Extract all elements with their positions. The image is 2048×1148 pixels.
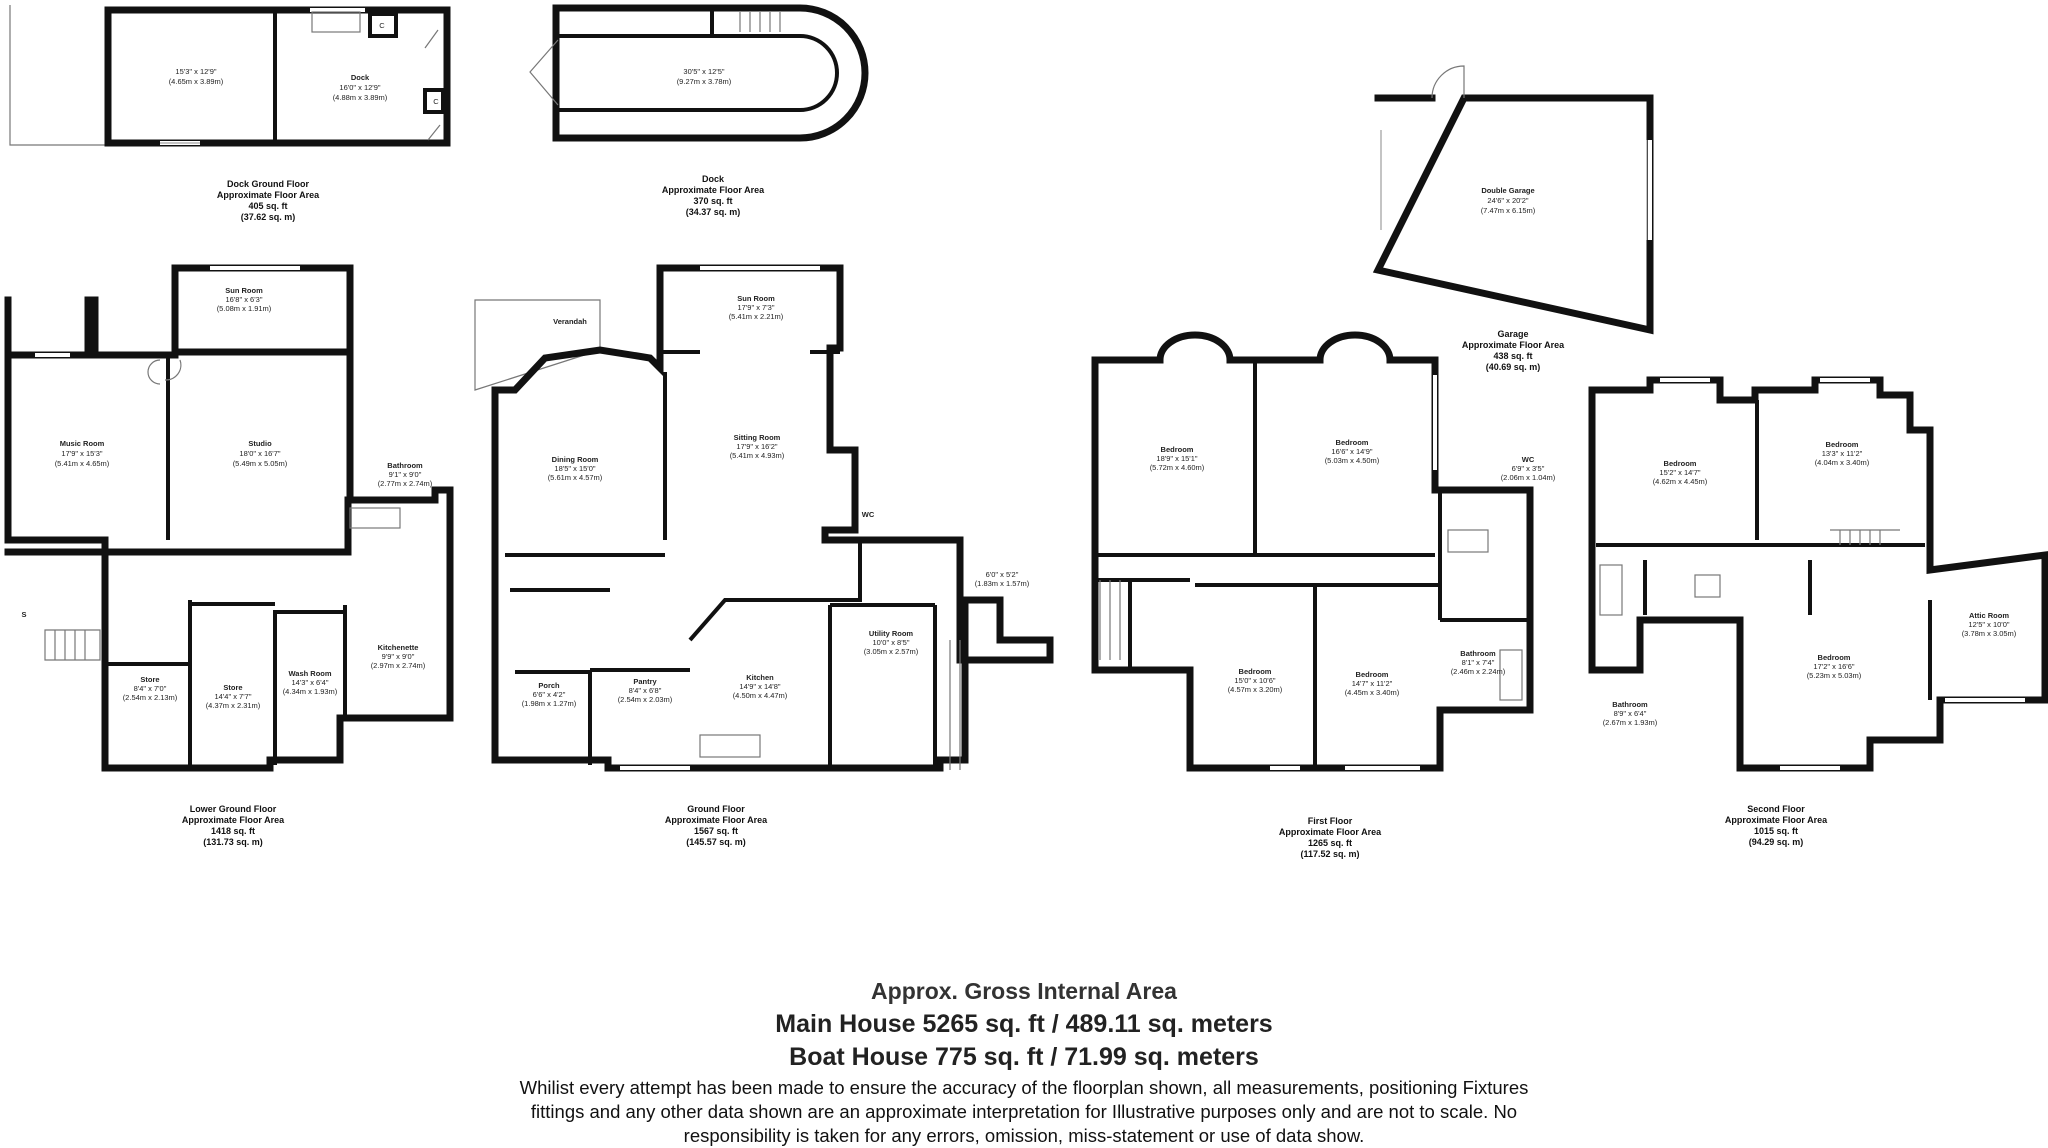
room-s-bedroom-1-dims: 15'2" x 14'7": [1659, 468, 1701, 477]
room-s-bedroom-2-dims: 13'3" x 11'2": [1821, 449, 1863, 458]
second-subtitle: Approximate Floor Area: [1724, 815, 1828, 825]
summary-title: Approx. Gross Internal Area: [871, 978, 1177, 1004]
room-kitchenette-metric: (2.97m x 2.74m): [370, 661, 426, 670]
room-store-1-dims: 8'4" x 7'0": [133, 684, 167, 693]
room-dock-metric: (4.88m x 3.89m): [332, 93, 388, 102]
room-lg-sun-room-name: Sun Room: [225, 286, 263, 295]
room-attic-room-name: Attic Room: [1969, 611, 2009, 620]
room-studio-name: Studio: [248, 439, 272, 448]
ground-sqft: 1567 sq. ft: [693, 826, 739, 836]
room-attic-room-dims: 12'5" x 10'0": [1968, 620, 2010, 629]
room-dining-room-name: Dining Room: [551, 455, 599, 464]
verandah-label: Verandah: [553, 317, 587, 326]
room-sitting-room-metric: (5.41m x 4.93m): [729, 451, 785, 460]
room-sitting-room-dims: 17'9" x 16'2": [736, 442, 778, 451]
room-dining-room-dims: 18'5" x 15'0": [554, 464, 596, 473]
room-porch-dims: 6'6" x 4'2": [532, 690, 566, 699]
dock-ground-title: Dock Ground Floor: [227, 179, 309, 189]
room-f-bedroom-3-name: Bedroom: [1238, 667, 1272, 676]
room-dining-room-metric: (5.61m x 4.57m): [547, 473, 603, 482]
cupboard-label-1: C: [379, 21, 385, 30]
dock-title: Dock: [701, 174, 725, 184]
room-f-bedroom-4-metric: (4.45m x 3.40m): [1344, 688, 1400, 697]
room-dock-dims: 16'0" x 12'9": [339, 83, 381, 92]
dock-subtitle: Approximate Floor Area: [661, 185, 765, 195]
room-wash-room-metric: (4.34m x 1.93m): [282, 687, 338, 696]
room-studio-dims: 18'0" x 16'7": [239, 449, 281, 458]
dock-sqm: (34.37 sq. m): [685, 207, 741, 217]
room-ground-annex-metric: (1.83m x 1.57m): [974, 579, 1030, 588]
room-s-bedroom-2-metric: (4.04m x 3.40m): [1814, 458, 1870, 467]
room-lg-bathroom-dims: 9'1" x 9'0": [388, 470, 422, 479]
lower-ground-title: Lower Ground Floor: [189, 804, 277, 814]
room-wash-room-dims: 14'3" x 6'4": [291, 678, 329, 687]
room-pantry-name: Pantry: [633, 677, 657, 686]
room-porch-metric: (1.98m x 1.27m): [521, 699, 577, 708]
room-dock-ground-store-metric: (4.65m x 3.89m): [168, 77, 224, 86]
room-pantry-dims: 8'4" x 6'8": [628, 686, 662, 695]
room-music-room-dims: 17'9" x 15'3": [61, 449, 103, 458]
room-pantry-metric: (2.54m x 2.03m): [617, 695, 673, 704]
lower-ground-sqft: 1418 sq. ft: [210, 826, 256, 836]
room-kitchen-name: Kitchen: [746, 673, 774, 682]
room-utility-room-metric: (3.05m x 2.57m): [863, 647, 919, 656]
second-sqft: 1015 sq. ft: [1753, 826, 1799, 836]
summary-main-house: Main House 5265 sq. ft / 489.11 sq. meters: [775, 1010, 1273, 1038]
room-store-2-dims: 14'4" x 7'7": [214, 692, 252, 701]
room-sitting-room-name: Sitting Room: [733, 433, 781, 442]
room-f-bedroom-3-metric: (4.57m x 3.20m): [1227, 685, 1283, 694]
area-summary: [0, 975, 2048, 1148]
garage-sqm: (40.69 sq. m): [1485, 362, 1541, 372]
room-f-bedroom-2-metric: (5.03m x 4.50m): [1324, 456, 1380, 465]
room-double-garage-dims: 24'6" x 20'2": [1487, 196, 1529, 205]
room-f-bedroom-2-name: Bedroom: [1335, 438, 1369, 447]
lower-ground-sqm: (131.73 sq. m): [203, 837, 263, 847]
room-f-bedroom-4-name: Bedroom: [1355, 670, 1389, 679]
room-attic-room-metric: (3.78m x 3.05m): [1961, 629, 2017, 638]
room-porch-name: Porch: [538, 681, 560, 690]
room-f-bedroom-2-dims: 16'6" x 14'9": [1331, 447, 1373, 456]
room-kitchen-dims: 14'9" x 14'8": [739, 682, 781, 691]
room-g-sun-room-dims: 17'9" x 7'3": [737, 303, 775, 312]
room-store-1-name: Store: [140, 675, 160, 684]
room-lg-sun-room-metric: (5.08m x 1.91m): [216, 304, 272, 313]
second-sqm: (94.29 sq. m): [1748, 837, 1804, 847]
room-s-bathroom-dims: 8'9" x 6'4": [1613, 709, 1647, 718]
room-f-bedroom-1-metric: (5.72m x 4.60m): [1149, 463, 1205, 472]
floor-area-captions: [182, 174, 1828, 859]
first-sqm: (117.52 sq. m): [1300, 849, 1360, 859]
room-boat-dock-metric: (9.27m x 3.78m): [676, 77, 732, 86]
room-s-bathroom-name: Bathroom: [1612, 700, 1648, 709]
ground-subtitle: Approximate Floor Area: [664, 815, 768, 825]
lower-ground-subtitle: Approximate Floor Area: [181, 815, 285, 825]
garage-title: Garage: [1497, 329, 1529, 339]
room-f-bathroom-name: Bathroom: [1460, 649, 1496, 658]
room-utility-room-dims: 10'0" x 8'5": [872, 638, 910, 647]
second-title: Second Floor: [1747, 804, 1805, 814]
room-store-1-metric: (2.54m x 2.13m): [122, 693, 178, 702]
dock-ground-sqm: (37.62 sq. m): [240, 212, 296, 222]
room-double-garage-name: Double Garage: [1481, 186, 1535, 195]
disclaimer-text: Whilist every attempt has been made to ensure the accuracy of the floorplan shown, all measurements, positioning Fixtures fittings and any other data shown are an approximate interpretation for Illustrative purposes only and are not to scale. No responsibility is taken for any errors, omission, miss-statement or use of data show.: [519, 1077, 1529, 1146]
room-store-2-metric: (4.37m x 2.31m): [205, 701, 261, 710]
room-f-bedroom-3-dims: 15'0" x 10'6": [1234, 676, 1276, 685]
room-lg-sun-room-dims: 16'8" x 6'3": [225, 295, 263, 304]
room-g-sun-room-metric: (5.41m x 2.21m): [728, 312, 784, 321]
room-s-bathroom-metric: (2.67m x 1.93m): [1602, 718, 1658, 727]
room-lg-bathroom-name: Bathroom: [387, 461, 423, 470]
room-store-2-name: Store: [223, 683, 243, 692]
room-s-bedroom-2-name: Bedroom: [1825, 440, 1859, 449]
room-f-wc-metric: (2.06m x 1.04m): [1500, 473, 1556, 482]
room-f-bathroom-metric: (2.46m x 2.24m): [1450, 667, 1506, 676]
room-f-bedroom-4-dims: 14'7" x 11'2": [1351, 679, 1393, 688]
room-kitchen-metric: (4.50m x 4.47m): [732, 691, 788, 700]
ground-title: Ground Floor: [687, 804, 745, 814]
room-g-sun-room-name: Sun Room: [737, 294, 775, 303]
room-s-bedroom-1-name: Bedroom: [1663, 459, 1697, 468]
room-s-bedroom-3-dims: 17'2" x 16'6": [1813, 662, 1855, 671]
cupboard-label-2: C: [433, 97, 439, 106]
ground-sqm: (145.57 sq. m): [686, 837, 746, 847]
room-music-room-metric: (5.41m x 4.65m): [54, 459, 110, 468]
room-s-bedroom-3-metric: (5.23m x 5.03m): [1806, 671, 1862, 680]
room-s-bedroom-1-metric: (4.62m x 4.45m): [1652, 477, 1708, 486]
room-wash-room-name: Wash Room: [288, 669, 332, 678]
first-subtitle: Approximate Floor Area: [1278, 827, 1382, 837]
garage-sqft: 438 sq. ft: [1493, 351, 1533, 361]
store-s-label: S: [21, 610, 27, 619]
room-f-wc-dims: 6'9" x 3'5": [1511, 464, 1545, 473]
summary-boat-house: Boat House 775 sq. ft / 71.99 sq. meters: [789, 1043, 1259, 1071]
room-music-room-name: Music Room: [59, 439, 105, 448]
room-boat-dock-dims: 30'5" x 12'5": [683, 67, 725, 76]
room-f-wc-name: WC: [1521, 455, 1535, 464]
dock-ground-subtitle: Approximate Floor Area: [216, 190, 320, 200]
room-utility-room-name: Utility Room: [868, 629, 914, 638]
room-f-bedroom-1-dims: 18'9" x 15'1": [1156, 454, 1198, 463]
room-studio-metric: (5.49m x 5.05m): [232, 459, 288, 468]
room-dock-ground-store-dims: 15'3" x 12'9": [175, 67, 217, 76]
room-s-bedroom-3-name: Bedroom: [1817, 653, 1851, 662]
room-f-bathroom-dims: 8'1" x 7'4": [1461, 658, 1495, 667]
room-double-garage-metric: (7.47m x 6.15m): [1480, 206, 1536, 215]
second-floor-plan: [1592, 380, 2045, 768]
room-lg-bathroom-metric: (2.77m x 2.74m): [377, 479, 433, 488]
room-kitchenette-name: Kitchenette: [377, 643, 419, 652]
first-floor-plan: [1095, 335, 1533, 768]
first-title: First Floor: [1307, 816, 1353, 826]
garage-subtitle: Approximate Floor Area: [1461, 340, 1565, 350]
dock-sqft: 370 sq. ft: [693, 196, 733, 206]
room-ground-annex-dims: 6'0" x 5'2": [985, 570, 1019, 579]
dock-ground-sqft: 405 sq. ft: [248, 201, 288, 211]
room-kitchenette-dims: 9'9" x 9'0": [381, 652, 415, 661]
first-sqft: 1265 sq. ft: [1307, 838, 1353, 848]
wc-ground-label: WC: [861, 510, 875, 519]
room-dock-name: Dock: [350, 73, 370, 82]
room-f-bedroom-1-name: Bedroom: [1160, 445, 1194, 454]
